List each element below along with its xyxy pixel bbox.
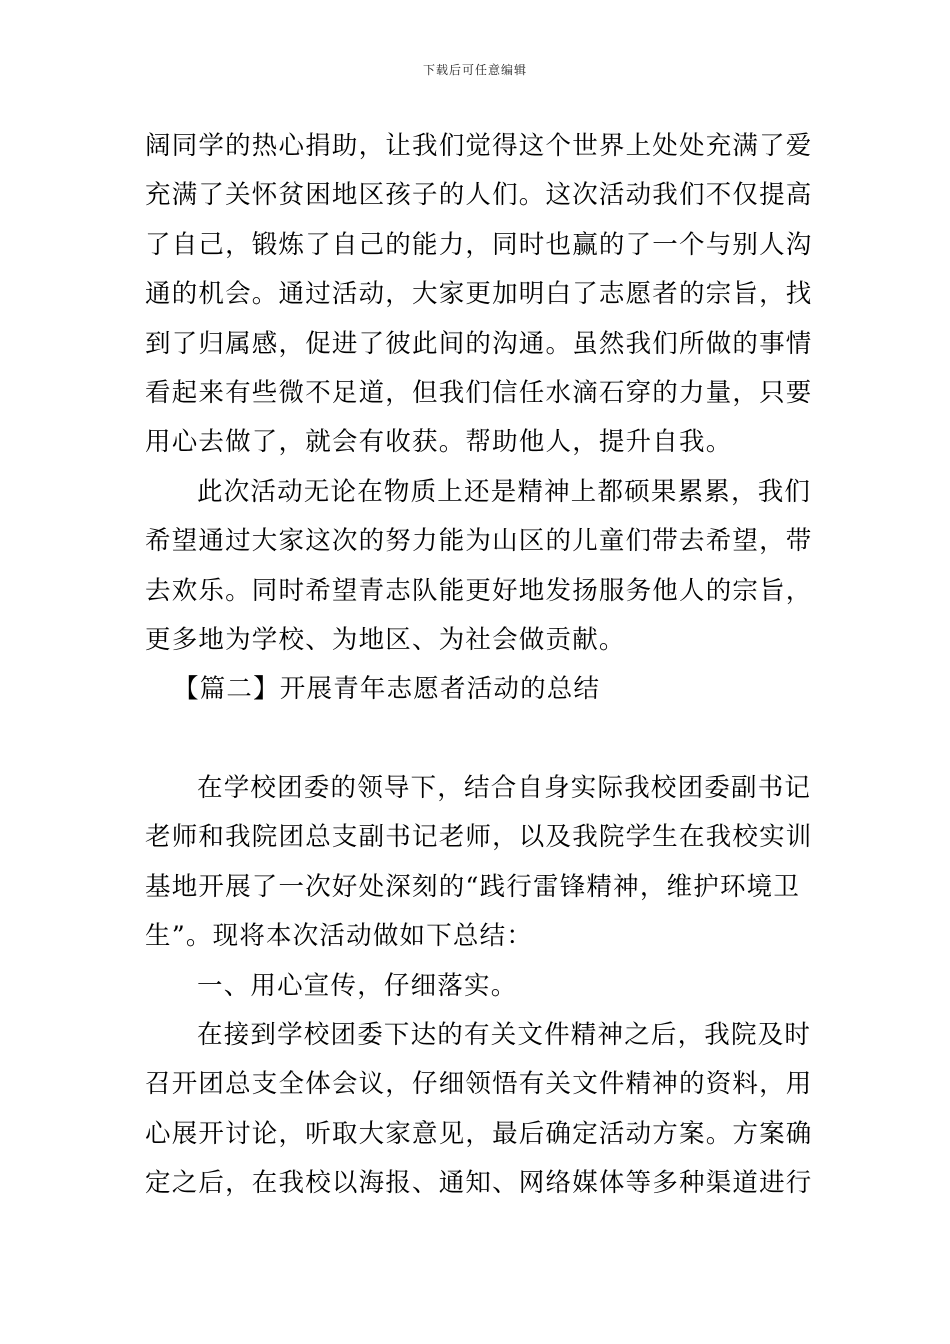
text-line: 充满了关怀贫困地区孩子的人们。这次活动我们不仅提高 [145,180,813,211]
text-line: 此次活动无论在物质上还是精神上都硕果累累，我们 [197,476,812,507]
text-line: 生”。现将本次活动做如下总结： [145,921,534,952]
text-line: 在接到学校团委下达的有关文件精神之后，我院及时 [197,1020,812,1051]
text-line: 了自己，锻炼了自己的能力，同时也赢的了一个与别人沟 [145,229,813,260]
text-line: 更多地为学校、为地区、为社会做贡献。 [145,624,626,655]
text-line: 希望通过大家这次的努力能为山区的儿童们带去希望，带 [145,526,813,557]
paragraph-4 [145,1011,815,1209]
text-line: 定之后，在我校以海报、通知、网络媒体等多种渠道进行 [145,1168,813,1199]
text-line: 召开团总支全体会议，仔细领悟有关文件精神的资料，用 [145,1069,813,1100]
text-line: 通的机会。通过活动，大家更加明白了志愿者的宗旨，找 [145,279,813,310]
paragraph-1 [145,122,815,468]
text-line: 老师和我院团总支副书记老师，以及我院学生在我校实训 [145,822,813,853]
text-line: 到了归属感，促进了彼此间的沟通。虽然我们所做的事情 [145,328,813,359]
subheading: 一、用心宣传，仔细落实。 [197,970,518,1001]
section-heading: 【篇二】开展青年志愿者活动的总结 [173,674,601,705]
page-header: 下载后可任意编辑 [422,63,527,77]
text-line: 基地开展了一次好处深刻的“践行雷锋精神，维护环境卫 [145,871,801,902]
text-line: 去欢乐。同时希望青志队能更好地发扬服务他人的宗旨， [145,575,813,606]
text-line: 在学校团委的领导下，结合自身实际我校团委副书记 [197,773,812,804]
document-body [145,122,815,1209]
text-line: 阔同学的热心捐助，让我们觉得这个世界上处处充满了爱 [145,131,813,161]
blank-line [145,715,815,764]
paragraph-3 [145,764,815,962]
text-line: 心展开讨论，听取大家意见，最后确定活动方案。方案确 [145,1118,813,1149]
text-line: 看起来有些微不足道，但我们信任水滴石穿的力量，只要 [145,377,813,408]
text-line: 用心去做了，就会有收获。帮助他人，提升自我。 [145,427,733,458]
paragraph-2 [145,468,815,666]
